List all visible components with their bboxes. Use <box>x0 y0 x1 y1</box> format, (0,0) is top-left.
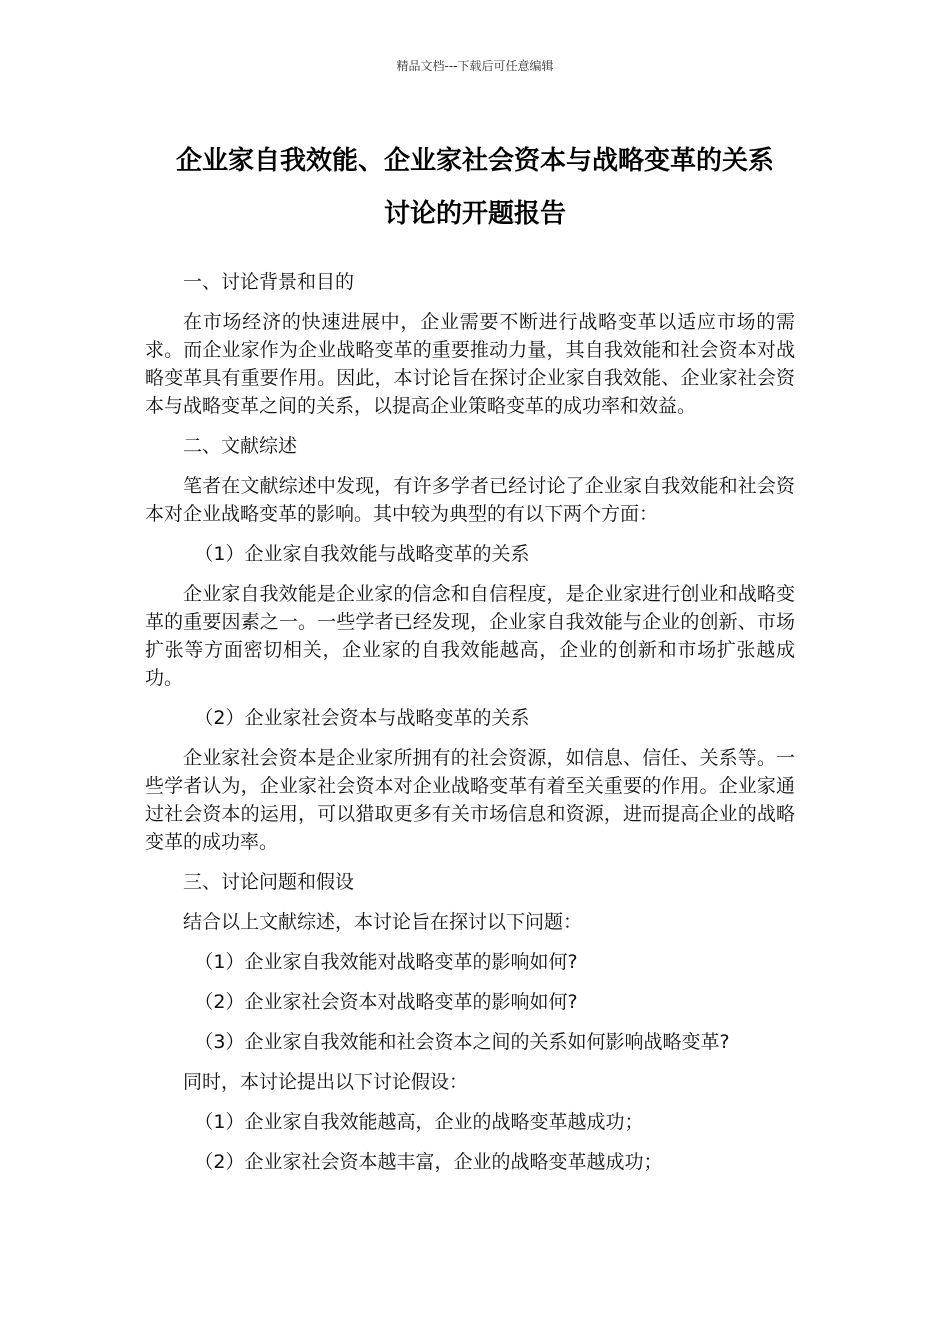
hypothesis-1: （1）企业家自我效能越高，企业的战略变革越成功； <box>194 1111 644 1133</box>
hypothesis-2: （2）企业家社会资本越丰富，企业的战略变革越成功； <box>194 1151 663 1173</box>
paragraph-background: 在市场经济的快速进展中，企业需要不断进行战略变革以适应市场的需求。而企业家作为企业战略变革的重要推动力量，其自我效能和社会资本对战略变革具有重要作用。因此，本讨论旨在探讨企业家自我效能、企业家社会资本与战略变革之间的关系，以提高企业策略变革的成功率和效益。 <box>145 311 795 417</box>
document-title-line-1: 企业家自我效能、企业家社会资本与战略变革的关系 <box>175 146 774 176</box>
header-note: 精品文档---下载后可任意编辑 <box>396 59 554 73</box>
paragraph-questions-intro: 结合以上文献综述，本讨论旨在探讨以下问题： <box>183 911 583 933</box>
research-question-2: （2）企业家社会资本对战略变革的影响如何? <box>194 991 578 1013</box>
paragraph-self-efficacy: 企业家自我效能是企业家的信念和自信程度，是企业家进行创业和战略变革的重要因素之一。一些学者已经发现，企业家自我效能与企业的创新、市场扩张等方面密切相关，企业家的自我效能越高，企业的创新和市场扩张越成功。 <box>145 583 795 689</box>
research-question-1: （1）企业家自我效能对战略变革的影响如何? <box>194 951 578 973</box>
research-question-3: （3）企业家自我效能和社会资本之间的关系如何影响战略变革? <box>194 1031 730 1053</box>
paragraph-literature-intro: 笔者在文献综述中发现，有许多学者已经讨论了企业家自我效能和社会资本对企业战略变革的影响。其中较为典型的有以下两个方面： <box>145 475 795 525</box>
subheading-self-efficacy: （1）企业家自我效能与战略变革的关系 <box>194 543 530 565</box>
paragraph-social-capital: 企业家社会资本是企业家所拥有的社会资源，如信息、信任、关系等。一些学者认为，企业家社会资本对企业战略变革有着至关重要的作用。企业家通过社会资本的运用，可以猎取更多有关市场信息和资源，进而提高企业的战略变革的成功率。 <box>145 747 795 853</box>
section-heading-literature: 二、文献综述 <box>183 435 298 457</box>
paragraph-hypotheses-intro: 同时，本讨论提出以下讨论假设： <box>183 1071 469 1093</box>
subheading-social-capital: （2）企业家社会资本与战略变革的关系 <box>194 707 530 729</box>
document-body <box>145 268 795 1188</box>
section-heading-questions: 三、讨论问题和假设 <box>183 871 355 893</box>
section-heading-background: 一、讨论背景和目的 <box>183 271 355 293</box>
document-title-line-2: 讨论的开题报告 <box>383 199 566 229</box>
